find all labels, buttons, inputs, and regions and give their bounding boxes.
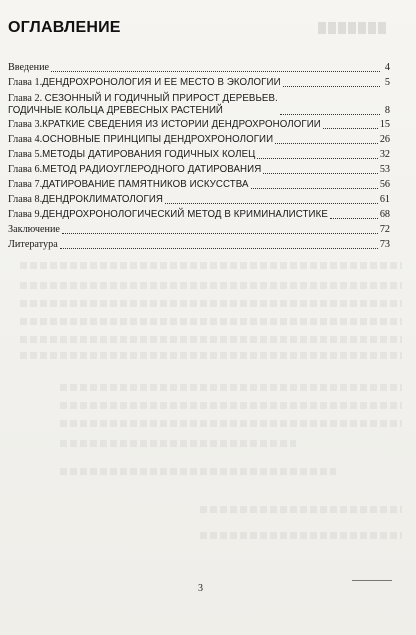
show-through-line [20, 318, 402, 325]
show-through-line [20, 300, 402, 307]
toc-page-number: 53 [379, 164, 390, 176]
toc-page-number: 32 [379, 149, 390, 161]
show-through-line [60, 384, 402, 391]
dot-leader [165, 202, 378, 204]
toc-page-number: 5 [384, 76, 390, 88]
toc-entry-chapter-7[interactable] [8, 176, 390, 191]
toc-heading: ОГЛАВЛЕНИЕ [8, 19, 121, 36]
toc-entry-label: Заключение [8, 223, 60, 235]
show-through-line [60, 420, 402, 427]
show-through-line [20, 336, 402, 343]
dot-leader [263, 172, 378, 174]
toc-chapter-prefix: Глава 4. [8, 134, 43, 146]
toc-entry-chapter-9[interactable] [8, 206, 390, 221]
show-through-line [20, 262, 402, 269]
toc-chapter-title: ДАТИРОВАНИЕ ПАМЯТНИКОВ ИСКУССТВА [42, 179, 249, 191]
toc-chapter-title: ДЕНДРОХРОНОЛОГИЯ И ЕЕ МЕСТО В ЭКОЛОГИИ [42, 76, 281, 88]
toc-entry-chapter-4[interactable] [8, 131, 390, 146]
toc-page-number: 61 [379, 193, 390, 205]
toc-entry-introduction[interactable] [8, 59, 390, 74]
toc-entry-chapter-8[interactable] [8, 191, 390, 206]
page-number: 3 [198, 583, 203, 594]
dot-leader [330, 217, 378, 219]
toc-entry-conclusion[interactable] [8, 221, 390, 236]
toc-page-number: 15 [379, 119, 390, 131]
toc-entry-chapter-3[interactable] [8, 117, 390, 132]
show-through-line [200, 506, 402, 513]
toc-page-number: 72 [379, 223, 390, 235]
show-through-line [20, 352, 402, 359]
toc-page-number: 4 [384, 61, 390, 73]
toc-chapter-prefix: Глава 5. [8, 149, 43, 161]
toc-chapter-title-continued: ГОДИЧНЫЕ КОЛЬЦА ДРЕВЕСНЫХ РАСТЕНИЙ [8, 104, 223, 116]
show-through-heading [318, 22, 388, 34]
show-through-line [60, 440, 296, 447]
toc-chapter-title: ДЕНДРОКЛИМАТОЛОГИЯ [42, 193, 164, 205]
toc-entry-references[interactable] [8, 236, 390, 251]
table-of-contents [8, 59, 390, 251]
dot-leader [51, 70, 380, 72]
dot-leader [251, 187, 378, 189]
dot-leader [275, 142, 378, 144]
dot-leader [62, 232, 378, 234]
toc-chapter-title: МЕТОДЫ ДАТИРОВАНИЯ ГОДИЧНЫХ КОЛЕЦ [42, 149, 256, 161]
dot-leader [60, 247, 378, 249]
toc-page-number: 68 [379, 208, 390, 220]
dot-leader [257, 157, 377, 159]
toc-page-number: 56 [379, 179, 390, 191]
toc-entry-chapter-6[interactable] [8, 161, 390, 176]
toc-chapter-title: КРАТКИЕ СВЕДЕНИЯ ИЗ ИСТОРИИ ДЕНДРОХРОНОЛОГИИ [42, 119, 321, 131]
toc-chapter-prefix: Глава 2. [8, 92, 45, 104]
toc-chapter-title: МЕТОД РАДИОУГЛЕРОДНОГО ДАТИРОВАНИЯ [42, 164, 262, 176]
toc-chapter-prefix: Глава 8. [8, 193, 43, 205]
show-through-line [200, 532, 402, 539]
toc-entry-chapter-5[interactable] [8, 146, 390, 161]
toc-entry-chapter-1[interactable] [8, 74, 390, 89]
show-through-line [60, 468, 336, 475]
show-through-line [60, 402, 402, 409]
toc-entry-label: Введение [8, 61, 50, 73]
dot-leader [283, 85, 380, 87]
toc-entry-chapter-2[interactable] [8, 89, 390, 117]
toc-page-number: 73 [379, 238, 390, 250]
show-through-line [20, 282, 402, 289]
toc-chapter-prefix: Глава 9. [8, 208, 43, 220]
toc-page-number: 8 [384, 104, 390, 116]
toc-chapter-prefix: Глава 7. [8, 179, 43, 191]
dot-leader [280, 113, 380, 115]
dot-leader [323, 127, 378, 129]
toc-chapter-prefix: Глава 1. [8, 76, 43, 88]
toc-chapter-prefix: Глава 3. [8, 119, 43, 131]
page-edge-mark [352, 580, 392, 581]
toc-page-number: 26 [379, 134, 390, 146]
toc-chapter-title: ОСНОВНЫЕ ПРИНЦИПЫ ДЕНДРОХРОНОЛОГИИ [42, 134, 274, 146]
toc-chapter-title: СЕЗОННЫЙ И ГОДИЧНЫЙ ПРИРОСТ ДЕРЕВЬЕВ. [44, 92, 278, 104]
toc-entry-label: Литература [8, 238, 58, 250]
toc-chapter-prefix: Глава 6. [8, 164, 43, 176]
toc-chapter-title: ДЕНДРОХРОНОЛОГИЧЕСКИЙ МЕТОД В КРИМИНАЛИСТИКЕ [42, 208, 328, 220]
